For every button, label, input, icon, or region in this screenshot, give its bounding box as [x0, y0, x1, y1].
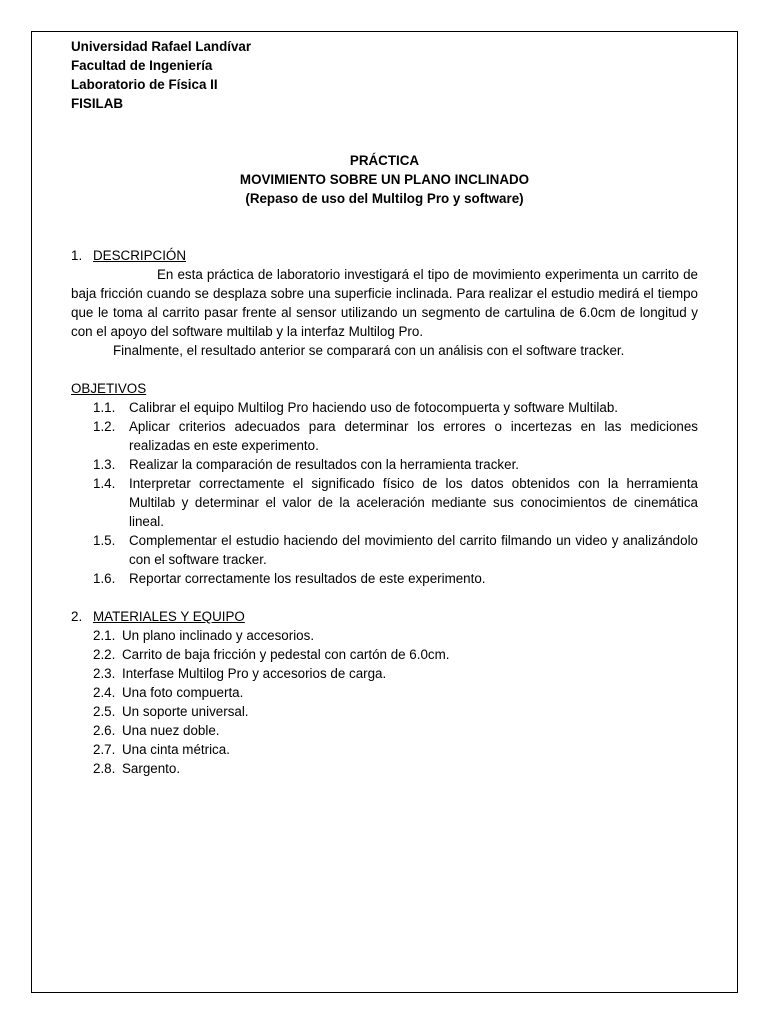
title-line-2: MOVIMIENTO SOBRE UN PLANO INCLINADO — [239, 172, 530, 187]
item-number: 2.6. — [93, 723, 116, 738]
university-name: Universidad Rafael Landívar — [71, 39, 252, 54]
item-text: Una foto compuerta. — [122, 685, 244, 700]
faculty-name: Facultad de Ingeniería — [71, 58, 213, 73]
item-number: 1.2. — [93, 419, 116, 434]
list-item — [71, 683, 698, 702]
list-item — [71, 664, 698, 683]
item-text: Una cinta métrica. — [122, 742, 230, 757]
list-item — [71, 721, 698, 740]
section-number: 2. — [71, 609, 83, 624]
item-text: Sargento. — [122, 761, 181, 776]
title-line-3: (Repaso de uso del Multilog Pro y software) — [245, 191, 524, 206]
item-text: Interpretar correctamente el significado físico de los datos obtenidos con la herramienta Multilab y determinar el valor de la aceleración mediante sus conocimientos de cinemática lineal. — [129, 476, 698, 529]
lab-code: FISILAB — [71, 96, 124, 111]
item-number: 2.7. — [93, 742, 116, 757]
item-text: Interfase Multilog Pro y accesorios de carga. — [122, 666, 387, 681]
document-title — [71, 151, 698, 208]
item-text: Una nuez doble. — [122, 723, 220, 738]
item-text: Complementar el estudio haciendo del movimiento del carrito filmando un video y analizándolo con el software tracker. — [129, 533, 698, 567]
list-item — [71, 645, 698, 664]
item-text: Un soporte universal. — [122, 704, 249, 719]
item-number: 2.2. — [93, 647, 116, 662]
description-paragraph-2: Finalmente, el resultado anterior se comparará con un análisis con el software tracker. — [113, 343, 625, 358]
item-number: 1.3. — [93, 457, 116, 472]
materials-list — [71, 626, 698, 778]
item-number: 1.4. — [93, 476, 116, 491]
list-item — [71, 417, 698, 455]
section-title: DESCRIPCIÓN — [93, 248, 187, 263]
document-body — [71, 37, 698, 778]
item-number: 2.5. — [93, 704, 116, 719]
item-text: Realizar la comparación de resultados con la herramienta tracker. — [129, 457, 520, 472]
item-text: Calibrar el equipo Multilog Pro haciendo uso de fotocompuerta y software Multilab. — [129, 400, 619, 415]
section-number: 1. — [71, 248, 83, 263]
list-item — [71, 702, 698, 721]
section-objectives — [71, 379, 698, 588]
item-number: 2.8. — [93, 761, 116, 776]
item-number: 1.6. — [93, 571, 116, 586]
description-paragraph: En esta práctica de laboratorio investigará el tipo de movimiento experimenta un carrito de baja fricción cuando se desplaza sobre una superficie inclinada. Para realizar el estudio medirá el tiempo que le toma al carrito pasar frente al sensor utilizando un segmento de cartulina de 6.0cm de longitud y con el apoyo del software multilab y la interfaz Multilog Pro. — [71, 267, 698, 339]
list-item — [71, 455, 698, 474]
item-number: 2.1. — [93, 628, 116, 643]
section-1-heading — [71, 246, 698, 265]
objectives-heading: OBJETIVOS — [71, 381, 147, 396]
item-number: 2.4. — [93, 685, 116, 700]
item-text: Carrito de baja fricción y pedestal con cartón de 6.0cm. — [122, 647, 450, 662]
section-title: MATERIALES Y EQUIPO — [93, 609, 245, 624]
section-2-heading — [71, 607, 698, 626]
list-item — [71, 626, 698, 645]
lab-name: Laboratorio de Física II — [71, 77, 218, 92]
institution-header — [71, 37, 698, 113]
item-text: Un plano inclinado y accesorios. — [122, 628, 315, 643]
item-number: 2.3. — [93, 666, 116, 681]
item-number: 1.5. — [93, 533, 116, 548]
list-item — [71, 398, 698, 417]
item-number: 1.1. — [93, 400, 116, 415]
objectives-list — [71, 398, 698, 588]
item-text: Aplicar criterios adecuados para determinar los errores o incertezas en las mediciones realizadas en este experimento. — [129, 419, 698, 453]
list-item — [71, 569, 698, 588]
list-item — [71, 531, 698, 569]
list-item — [71, 474, 698, 531]
item-text: Reportar correctamente los resultados de este experimento. — [129, 571, 486, 586]
section-description — [71, 246, 698, 360]
list-item — [71, 740, 698, 759]
title-line-1: PRÁCTICA — [349, 153, 420, 168]
list-item — [71, 759, 698, 778]
section-materials — [71, 607, 698, 778]
